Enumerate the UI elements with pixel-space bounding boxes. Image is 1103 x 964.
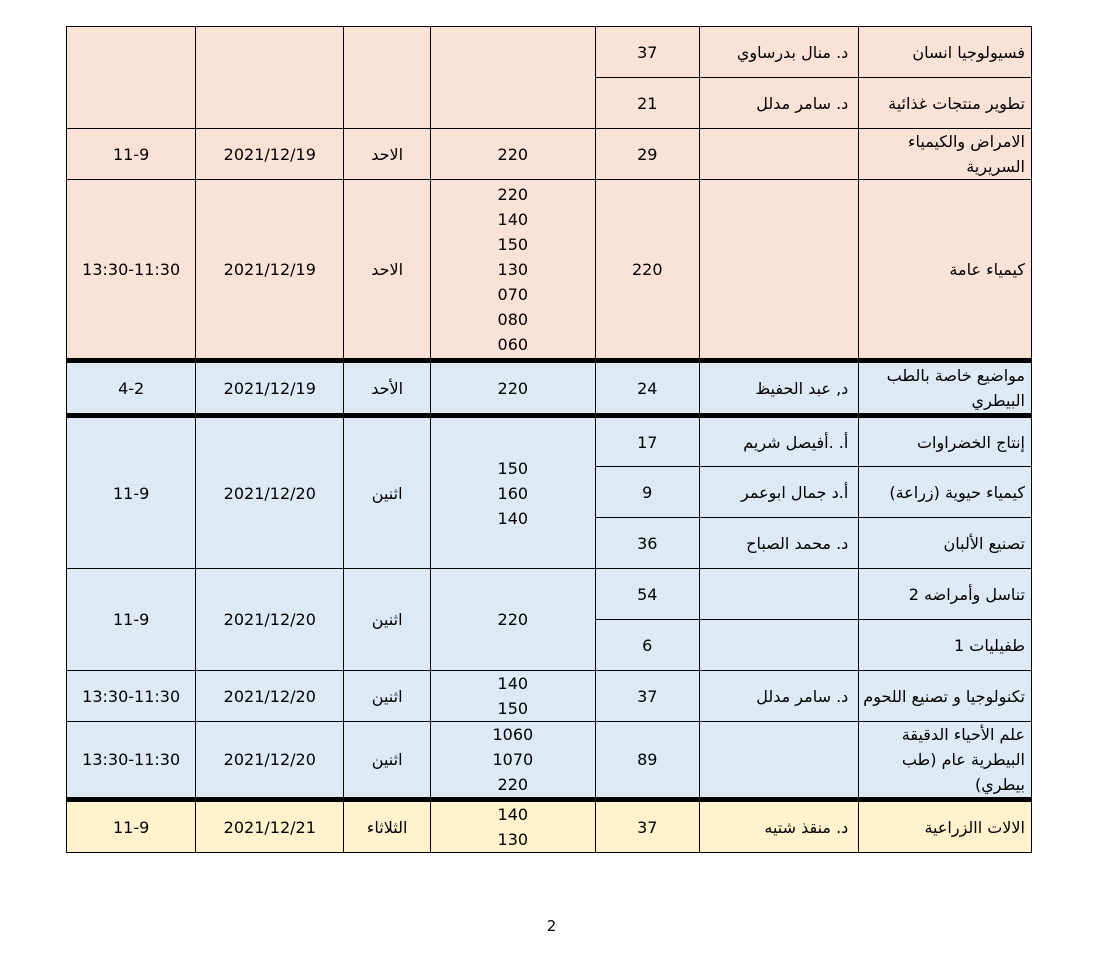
room-code: 150 bbox=[497, 699, 529, 718]
day-cell: الثلاثاء bbox=[344, 800, 431, 853]
table-row bbox=[67, 671, 1032, 722]
teacher-cell bbox=[700, 569, 859, 620]
count-cell: 17 bbox=[595, 416, 699, 467]
room-code: 150 bbox=[497, 234, 529, 254]
count-cell: 21 bbox=[595, 78, 699, 129]
teacher-cell: أ.د جمال ابوعمر bbox=[700, 467, 859, 518]
day-cell: اثنين bbox=[344, 569, 431, 671]
table-row bbox=[67, 569, 1032, 620]
table-row bbox=[67, 27, 1032, 78]
time-cell: 11-9 bbox=[67, 129, 196, 180]
room-code: 220 bbox=[497, 775, 529, 794]
room-code: 160 bbox=[497, 483, 529, 503]
table-row bbox=[67, 722, 1032, 800]
exam-schedule-table bbox=[66, 26, 1032, 853]
day-cell: اثنين bbox=[344, 416, 431, 569]
room-code: 220 bbox=[497, 184, 529, 204]
room-code: 140 bbox=[497, 674, 529, 693]
date-cell: 2021/12/19 bbox=[196, 129, 344, 180]
subject-cell: تكنولوجيا و تصنيع اللحوم bbox=[859, 671, 1032, 722]
count-cell: 37 bbox=[595, 27, 699, 78]
room-cell: 220 bbox=[431, 361, 595, 416]
teacher-cell bbox=[700, 620, 859, 671]
day-cell: الاحد bbox=[344, 129, 431, 180]
room-cell bbox=[431, 180, 595, 361]
teacher-cell: د. محمد الصباح bbox=[700, 518, 859, 569]
room-cell bbox=[431, 416, 595, 569]
time-cell: 13:30-11:30 bbox=[67, 671, 196, 722]
count-cell: 24 bbox=[595, 361, 699, 416]
day-cell: اثنين bbox=[344, 671, 431, 722]
teacher-cell bbox=[700, 180, 859, 361]
day-cell: الاحد bbox=[344, 180, 431, 361]
day-cell bbox=[344, 27, 431, 129]
room-cell bbox=[431, 800, 595, 853]
room-code: 130 bbox=[497, 259, 529, 279]
subject-cell: كيمياء حيوية (زراعة) bbox=[859, 467, 1032, 518]
room-code: 1060 bbox=[492, 725, 534, 744]
teacher-cell bbox=[700, 129, 859, 180]
date-cell: 2021/12/20 bbox=[196, 671, 344, 722]
teacher-cell: أ. .أفيصل شريم bbox=[700, 416, 859, 467]
count-cell: 37 bbox=[595, 800, 699, 853]
subject-cell: تناسل وأمراضه 2 bbox=[859, 569, 1032, 620]
teacher-cell: د. منقذ شتيه bbox=[700, 800, 859, 853]
teacher-cell: د. سامر مدلل bbox=[700, 671, 859, 722]
room-code: 1070 bbox=[492, 750, 534, 769]
date-cell: 2021/12/20 bbox=[196, 416, 344, 569]
room-code: 060 bbox=[497, 334, 529, 354]
page-number: 2 bbox=[546, 917, 557, 935]
room-cell: 220 bbox=[431, 129, 595, 180]
room-code: 130 bbox=[497, 830, 529, 849]
count-cell: 220 bbox=[595, 180, 699, 361]
time-cell: 11-9 bbox=[67, 416, 196, 569]
count-cell: 54 bbox=[595, 569, 699, 620]
subject-cell: طفيليات 1 bbox=[859, 620, 1032, 671]
count-cell: 37 bbox=[595, 671, 699, 722]
room-cell bbox=[431, 671, 595, 722]
subject-cell: علم الأحياء الدقيقة البيطرية عام (طب بيطري) bbox=[859, 722, 1032, 800]
subject-cell: إنتاج الخضراوات bbox=[859, 416, 1032, 467]
table-row bbox=[67, 361, 1032, 416]
time-cell: 11-9 bbox=[67, 800, 196, 853]
table-row bbox=[67, 180, 1032, 361]
time-cell: 13:30-11:30 bbox=[67, 722, 196, 800]
subject-cell: الامراض والكيمياء السريرية bbox=[859, 129, 1032, 180]
subject-cell: كيمياء عامة bbox=[859, 180, 1032, 361]
count-cell: 9 bbox=[595, 467, 699, 518]
subject-cell: تطوير منتجات غذائية bbox=[859, 78, 1032, 129]
room-cell bbox=[431, 722, 595, 800]
date-cell: 2021/12/19 bbox=[196, 361, 344, 416]
room-code: 150 bbox=[497, 458, 529, 478]
date-cell: 2021/12/21 bbox=[196, 800, 344, 853]
room-code: 070 bbox=[497, 284, 529, 304]
day-cell: الأحد bbox=[344, 361, 431, 416]
subject-cell: مواضيع خاصة بالطب البيطري bbox=[859, 361, 1032, 416]
date-cell: 2021/12/20 bbox=[196, 722, 344, 800]
count-cell: 6 bbox=[595, 620, 699, 671]
teacher-cell bbox=[700, 722, 859, 800]
teacher-cell: د. منال بدرساوي bbox=[700, 27, 859, 78]
teacher-cell: د, عبد الحفيظ bbox=[700, 361, 859, 416]
date-cell: 2021/12/19 bbox=[196, 180, 344, 361]
subject-cell: الالات االزراعية bbox=[859, 800, 1032, 853]
room-code: 140 bbox=[497, 805, 529, 824]
room-cell bbox=[431, 27, 595, 129]
day-cell: اثنين bbox=[344, 722, 431, 800]
subject-cell: تصنيع الألبان bbox=[859, 518, 1032, 569]
count-cell: 89 bbox=[595, 722, 699, 800]
room-code: 140 bbox=[497, 209, 529, 229]
time-cell: 13:30-11:30 bbox=[67, 180, 196, 361]
subject-cell: فسيولوجيا انسان bbox=[859, 27, 1032, 78]
time-cell: 11-9 bbox=[67, 569, 196, 671]
time-cell: 4-2 bbox=[67, 361, 196, 416]
count-cell: 29 bbox=[595, 129, 699, 180]
table-row bbox=[67, 416, 1032, 467]
time-cell bbox=[67, 27, 196, 129]
teacher-cell: د. سامر مدلل bbox=[700, 78, 859, 129]
room-code: 140 bbox=[497, 508, 529, 528]
date-cell bbox=[196, 27, 344, 129]
room-cell: 220 bbox=[431, 569, 595, 671]
count-cell: 36 bbox=[595, 518, 699, 569]
table-row bbox=[67, 129, 1032, 180]
date-cell: 2021/12/20 bbox=[196, 569, 344, 671]
table-row bbox=[67, 800, 1032, 853]
room-code: 080 bbox=[497, 309, 529, 329]
